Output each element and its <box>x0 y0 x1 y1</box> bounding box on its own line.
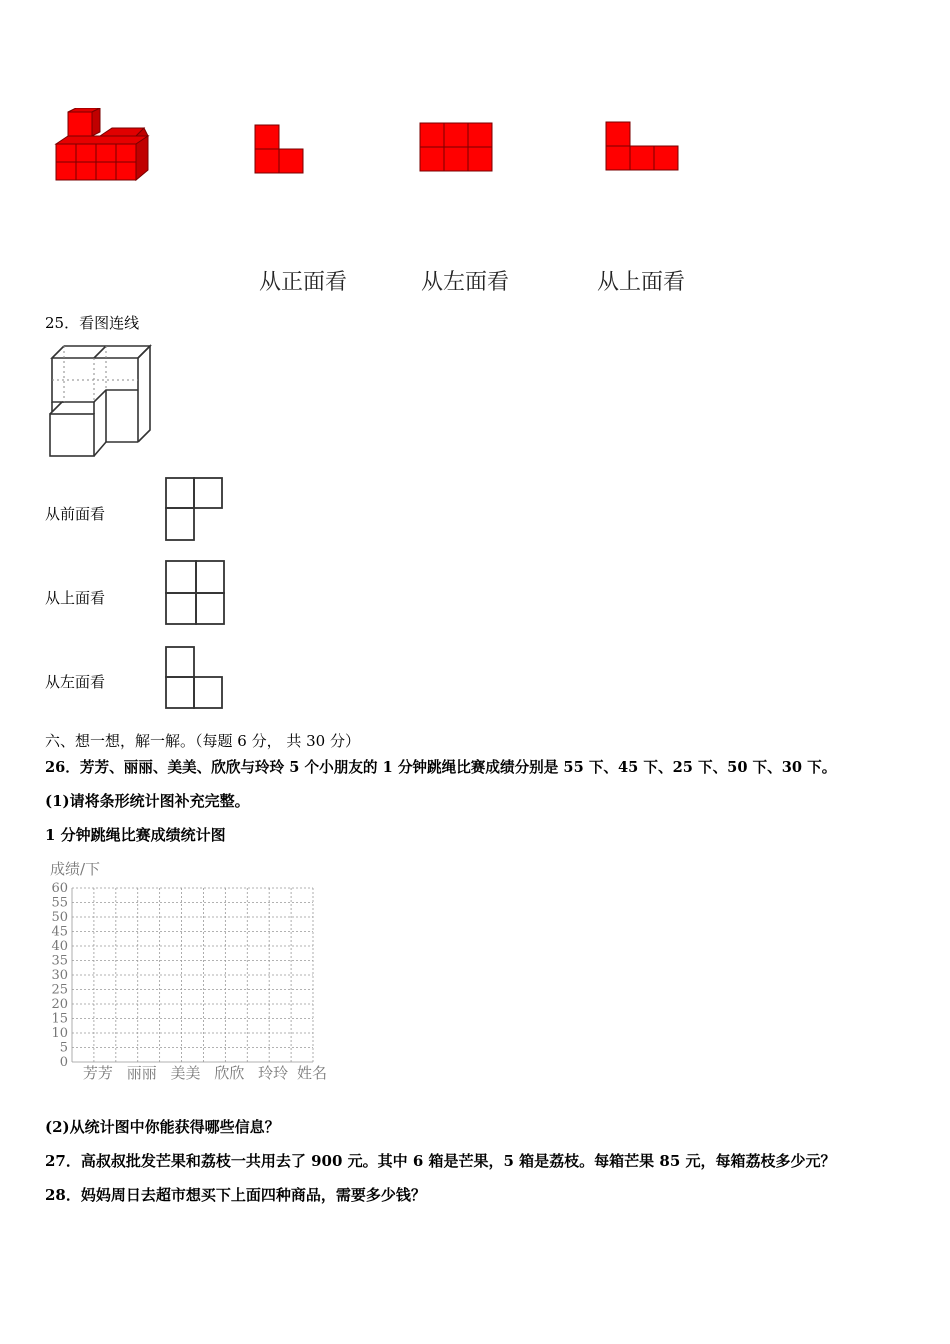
q25-title: 25．看图连线 <box>45 314 140 332</box>
q28-text: 28．妈妈周日去超市想买下上面四种商品，需要多少钱？ <box>45 1186 426 1204</box>
q25-view-label-front: 从前面看 <box>45 505 106 523</box>
chart-category-label: 玲玲 <box>258 1064 289 1082</box>
q25-view-figure-3 <box>164 645 226 715</box>
red-front-view-figure <box>254 124 306 180</box>
chart-y-tick-label: 10 <box>51 1026 68 1041</box>
chart-category-label: 欣欣 <box>214 1064 245 1082</box>
chart-y-tick-label: 20 <box>51 997 68 1012</box>
chart-category-label: 美美 <box>170 1064 201 1082</box>
q25-view-figure-2 <box>164 559 228 631</box>
q25-view-figure-1 <box>164 476 226 546</box>
chart-x-axis-label: 姓名 <box>297 1064 328 1082</box>
q26-part1: (1)请将条形统计图补充完整。 <box>45 792 250 810</box>
red-cube-solid-figure <box>52 108 152 188</box>
chart-title: 1 分钟跳绳比赛成绩统计图 <box>45 826 226 844</box>
q25-view-label-top: 从上面看 <box>45 589 106 607</box>
caption-top-view: 从上面看 <box>597 270 686 295</box>
q25-view-label-left: 从左面看 <box>45 673 106 691</box>
chart-y-tick-label: 45 <box>51 924 68 940</box>
red-left-view-figure <box>419 122 495 178</box>
chart-y-tick-label: 15 <box>51 1011 68 1027</box>
chart-y-tick-label: 25 <box>51 982 68 998</box>
q26-part2: (2)从统计图中你能获得哪些信息？ <box>45 1118 280 1136</box>
chart-y-tick-label: 30 <box>51 968 68 983</box>
caption-front-view: 从正面看 <box>259 270 348 295</box>
chart-y-tick-label: 50 <box>51 910 68 925</box>
q25-solid-figure <box>46 344 156 464</box>
chart-category-label: 丽丽 <box>126 1064 157 1082</box>
chart-y-tick-label: 35 <box>51 953 68 969</box>
q27-text: 27．高叔叔批发芒果和荔枝一共用去了 900 元。其中 6 箱是芒果，5 箱是荔枝。每箱芒果 85 元，每箱荔枝多少元？ <box>45 1152 836 1170</box>
red-top-view-figure <box>605 121 681 177</box>
caption-left-view: 从左面看 <box>421 270 510 295</box>
bar-chart <box>40 852 340 1088</box>
q26-text: 26．芳芳、丽丽、美美、欣欣与玲玲 5 个小朋友的 1 分钟跳绳比赛成绩分别是 55 下、45 下、25 下、50 下、30 下。 <box>45 759 837 776</box>
chart-y-tick-label: 40 <box>51 939 68 954</box>
chart-y-axis-label: 成绩/下 <box>50 860 101 878</box>
chart-y-tick-label: 55 <box>51 895 68 911</box>
chart-y-tick-label: 0 <box>59 1055 68 1070</box>
chart-y-tick-label: 5 <box>59 1040 68 1056</box>
chart-category-label: 芳芳 <box>82 1064 113 1082</box>
chart-y-tick-label: 60 <box>51 881 68 896</box>
section-title: 六、想一想，解一解。（每题 6 分， 共 30 分） <box>45 732 360 750</box>
